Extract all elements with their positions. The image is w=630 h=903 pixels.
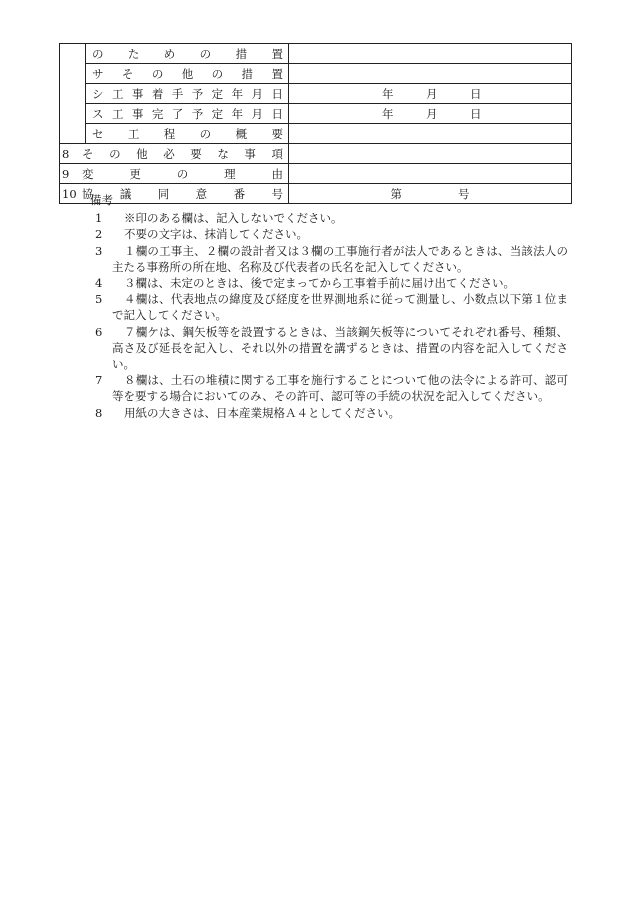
note-text: ※印のある欄は、記入しないでください。 (124, 211, 343, 226)
notes-list (90, 210, 568, 421)
label-char: 協 (82, 186, 94, 201)
main-row-value[interactable] (289, 164, 572, 184)
sub-row-value[interactable] (289, 44, 572, 64)
note-item (90, 405, 568, 421)
label-char: 更 (129, 166, 141, 181)
note-item (90, 291, 568, 323)
form-sub-row (60, 44, 572, 64)
main-row-value[interactable] (289, 144, 572, 164)
label-char: の (199, 126, 212, 141)
note-text: ３欄は、未定のときは、後で定まってから工事着手前に届け出てください。 (124, 276, 515, 291)
label-char: 事 (131, 106, 144, 121)
label-char: シ (92, 86, 104, 101)
label-char: 工 (111, 106, 124, 121)
note-item (90, 372, 568, 404)
date-day-label: 日 (470, 86, 482, 101)
label-char: 番 (233, 186, 246, 201)
label-char: な (217, 146, 229, 161)
label-char: 他 (136, 146, 148, 161)
label-char: 他 (181, 66, 194, 81)
label-char: の (109, 146, 121, 161)
label-char: の (176, 166, 189, 181)
main-row-label (60, 144, 289, 164)
label-char: 同 (157, 186, 170, 201)
label-char: 予 (191, 106, 204, 121)
label-char: 変 (82, 166, 94, 181)
sub-row-value[interactable] (289, 104, 572, 124)
note-text: ４欄は、代表地点の緯度及び経度を世界測地系に従って測量し、小数点以下第１位まで記入してください。 (112, 292, 568, 323)
label-char: の (92, 46, 104, 61)
notes-section (90, 192, 568, 421)
row-number: 10 (62, 186, 77, 201)
label-char: そ (121, 66, 134, 81)
group-cell (60, 44, 86, 144)
number-prefix: 第 (390, 186, 402, 201)
label-char: 要 (190, 146, 202, 161)
form-sub-row (60, 84, 572, 104)
label-char: 要 (271, 126, 283, 141)
note-text: 不要の文字は、抹消してください。 (124, 227, 308, 242)
label-char: た (127, 46, 140, 61)
date-year-label: 年 (382, 86, 394, 101)
main-row-label (60, 164, 289, 184)
date-day-label: 日 (470, 106, 482, 121)
label-char: の (211, 66, 224, 81)
label-char: 事 (244, 146, 256, 161)
note-item (90, 243, 568, 275)
sub-row-value[interactable] (289, 64, 572, 84)
label-char: 必 (163, 146, 175, 161)
label-char: 年 (231, 86, 244, 101)
note-item (90, 324, 568, 373)
form-sub-row (60, 64, 572, 84)
date-field (289, 105, 571, 123)
label-char: 議 (119, 186, 132, 201)
note-number: 6 (95, 324, 103, 339)
sub-row-label (86, 44, 289, 64)
label-char: 着 (151, 86, 164, 101)
row-number: 9 (62, 166, 70, 181)
sub-row-label (86, 124, 289, 144)
label-char: 工 (127, 126, 140, 141)
label-char: ス (92, 106, 104, 121)
sub-row-value[interactable] (289, 84, 572, 104)
label-char: 置 (271, 66, 283, 81)
sub-row-label (86, 84, 289, 104)
note-number: 3 (95, 243, 103, 258)
note-number: 7 (95, 373, 103, 388)
form-main-row (60, 164, 572, 184)
sub-row-label (86, 64, 289, 84)
label-char: 措 (235, 46, 248, 61)
row-label-text (82, 165, 288, 183)
label-char: 月 (251, 86, 263, 101)
label-char: 定 (211, 86, 224, 101)
label-char: 置 (271, 46, 283, 61)
label-char: 予 (191, 86, 204, 101)
label-char: 定 (211, 106, 224, 121)
label-char: 事 (131, 86, 144, 101)
label-char: 年 (231, 106, 244, 121)
label-char: 号 (271, 186, 283, 201)
label-char: 概 (235, 126, 248, 141)
row-label-text (82, 145, 288, 163)
note-number: 4 (95, 276, 103, 291)
note-text: ７欄ケは、鋼矢板等を設置するときは、当該鋼矢板等についてそれぞれ番号、種類、高さ及び延長を記入し、それ以外の措置を講ずるときは、措置の内容を記入してください。 (112, 324, 568, 372)
label-char: セ (92, 126, 104, 141)
sub-row-label (86, 104, 289, 124)
form-main-row (60, 144, 572, 164)
label-char: そ (82, 146, 94, 161)
number-suffix: 号 (458, 186, 470, 201)
label-char: 意 (195, 186, 208, 201)
form-sub-row (60, 104, 572, 124)
form-table (59, 43, 572, 204)
label-char: の (199, 46, 212, 61)
form-sub-row (60, 124, 572, 144)
label-char: 理 (224, 166, 236, 181)
row-number: 8 (62, 146, 70, 161)
notes-title: 備考 (90, 193, 113, 207)
label-char: め (163, 46, 176, 61)
note-item (90, 210, 568, 226)
date-field (289, 85, 571, 103)
note-item (90, 275, 568, 291)
note-number: 1 (95, 211, 103, 226)
note-text: 用紙の大きさは、日本産業規格Ａ４としてください。 (124, 405, 400, 420)
label-char: 程 (163, 126, 176, 141)
note-number: 2 (95, 227, 103, 242)
note-item (90, 226, 568, 242)
label-char: 措 (241, 66, 254, 81)
label-char: 日 (271, 106, 283, 121)
label-char: サ (92, 66, 104, 81)
label-char: 項 (271, 146, 283, 161)
date-year-label: 年 (382, 106, 394, 121)
label-char: 了 (171, 106, 184, 121)
label-char: の (151, 66, 164, 81)
label-char: 由 (271, 166, 283, 181)
label-char: 完 (151, 106, 164, 121)
note-number: 5 (95, 292, 103, 307)
label-char: 日 (271, 86, 283, 101)
sub-row-value[interactable] (289, 124, 572, 144)
date-month-label: 月 (426, 106, 438, 121)
note-number: 8 (95, 405, 103, 420)
note-text: ８欄は、土石の堆積に関する工事を施行することについて他の法令による許可、認可等を要する場合においてのみ、その許可、認可等の手続の状況を記入してください。 (112, 373, 568, 404)
label-char: 月 (251, 106, 263, 121)
note-text: １欄の工事主、２欄の設計者又は３欄の工事施行者が法人であるときは、当該法人の主たる事務所の所在地、名称及び代表者の氏名を記入してください。 (112, 243, 568, 274)
date-month-label: 月 (426, 86, 438, 101)
label-char: 手 (171, 86, 184, 101)
label-char: 工 (111, 86, 124, 101)
